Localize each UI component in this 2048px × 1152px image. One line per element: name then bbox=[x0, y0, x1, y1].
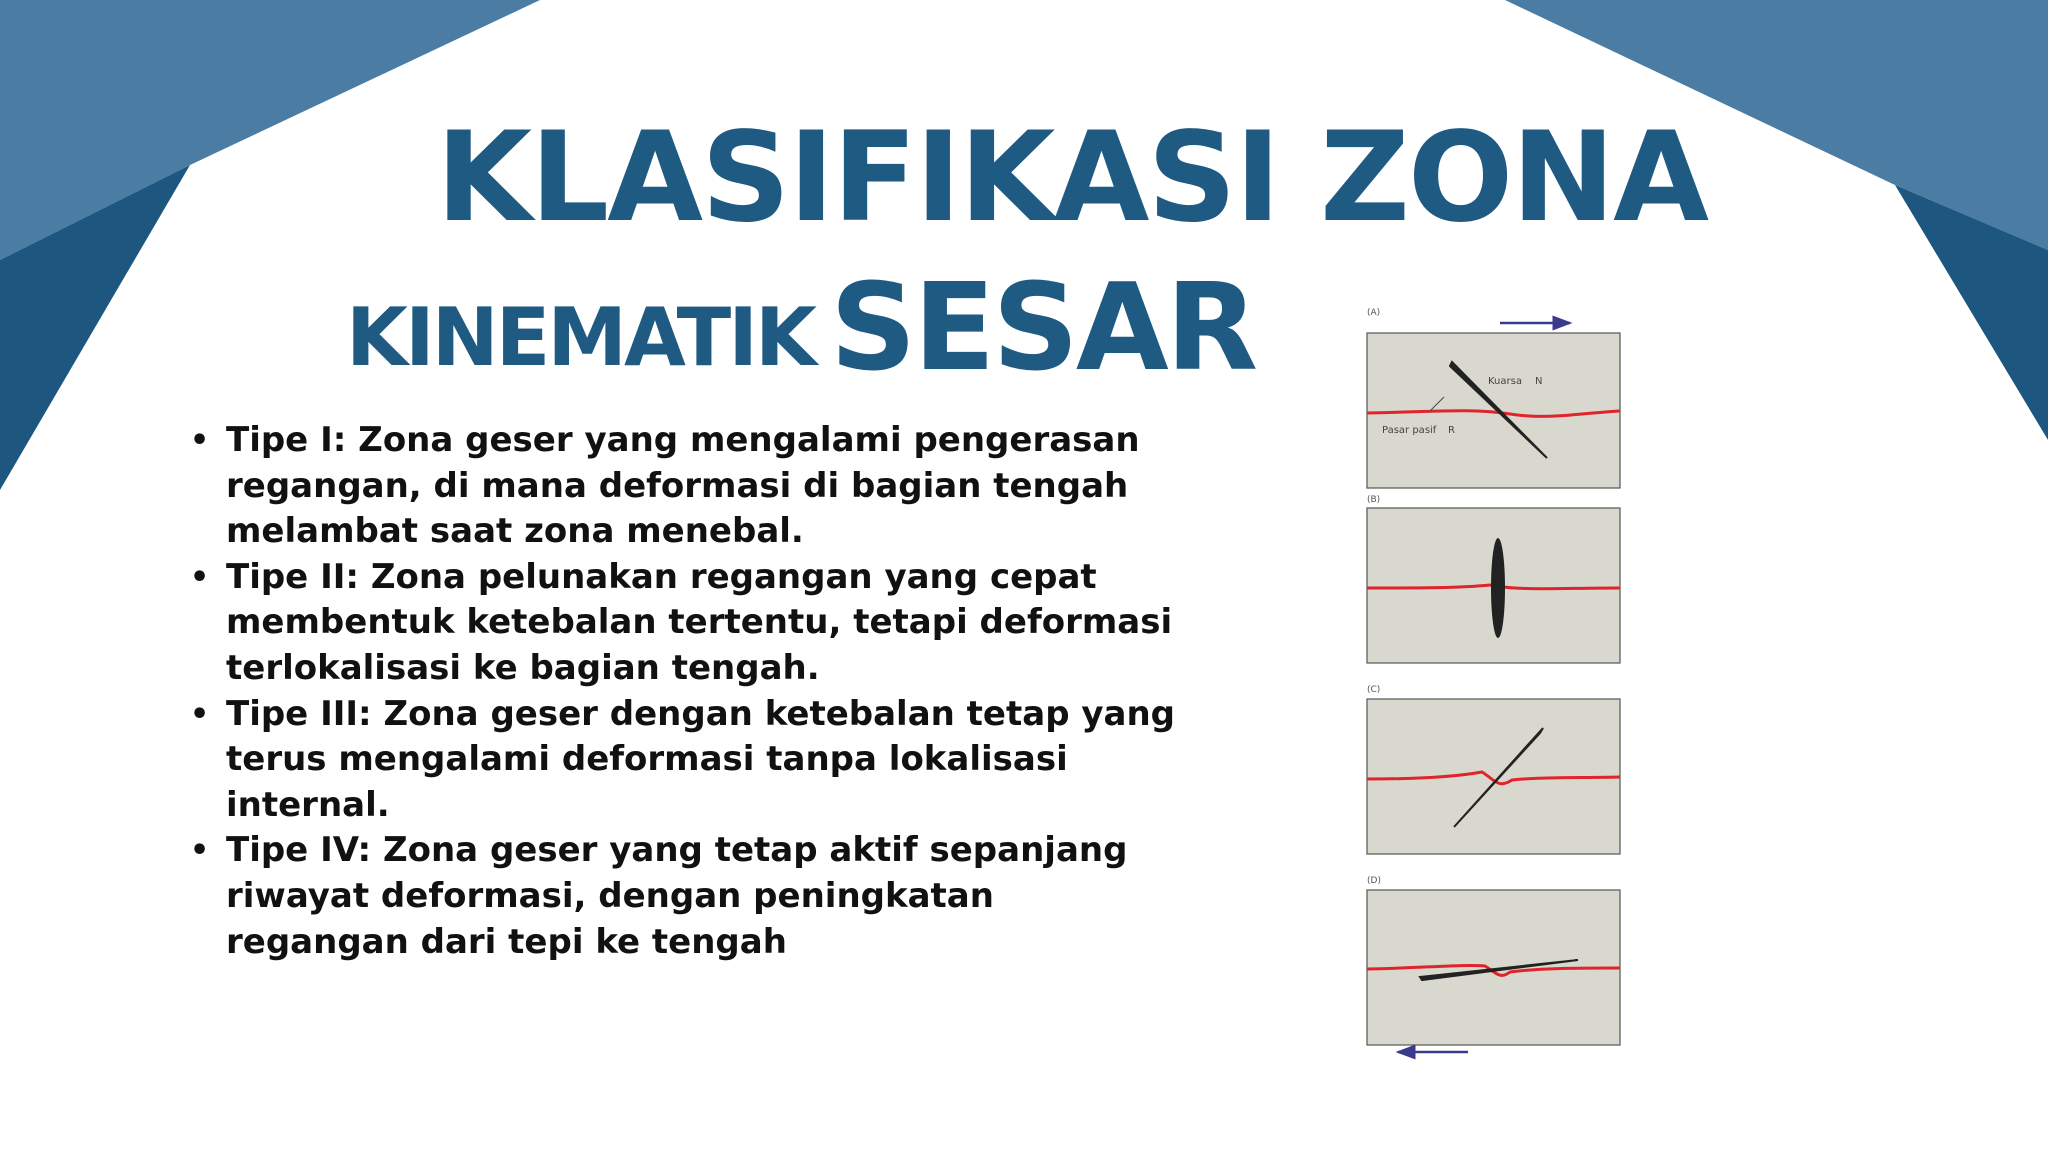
bullet-item-tipe-4 bbox=[188, 828, 1198, 965]
bullet-list bbox=[188, 418, 1198, 965]
bullet-line: terlokalisasi ke bagian tengah. bbox=[226, 647, 820, 688]
panel-d bbox=[1367, 890, 1620, 1045]
bullet-dot-icon: • bbox=[190, 559, 210, 595]
bullet-line: internal. bbox=[226, 784, 390, 825]
bullet-line: Tipe II: Zona pelunakan regangan yang cepat bbox=[226, 556, 1097, 597]
bullet-line: melambat saat zona menebal. bbox=[226, 511, 804, 552]
label-kuarsa: Kuarsa bbox=[1488, 376, 1522, 387]
panel-b-porphyroclast bbox=[1491, 538, 1505, 638]
label-n: N bbox=[1535, 376, 1543, 387]
bullet-line: Tipe III: Zona geser dengan ketebalan tetap yang bbox=[226, 693, 1176, 734]
bullet-line: Tipe I: Zona geser yang mengalami pengerasan bbox=[226, 420, 1140, 460]
title-line-3: SESAR bbox=[830, 259, 1256, 398]
bullet-dot-icon: • bbox=[190, 696, 210, 732]
shear-zone-figure bbox=[1350, 300, 1640, 1070]
bullet-line: riwayat deformasi, dengan peningkatan bbox=[226, 875, 994, 916]
bullet-dot-icon: • bbox=[190, 833, 210, 869]
panel-label-b: (B) bbox=[1367, 495, 1381, 505]
panel-label-c: (C) bbox=[1367, 685, 1381, 695]
bullet-line: regangan, di mana deformasi di bagian tengah bbox=[226, 465, 1129, 506]
panel-b bbox=[1367, 508, 1620, 663]
bullet-line: membentuk ketebalan tertentu, tetapi deformasi bbox=[226, 602, 1173, 643]
panel-label-a: (A) bbox=[1367, 308, 1381, 318]
panel-a-frame bbox=[1367, 333, 1620, 488]
bullet-line: Tipe IV: Zona geser yang tetap aktif sepanjang bbox=[226, 830, 1128, 871]
title-line-1: KLASIFIKASI ZONA bbox=[436, 106, 1708, 250]
bullet-item-tipe-2 bbox=[188, 555, 1198, 692]
label-pasar-pasif: Pasar pasif bbox=[1382, 425, 1437, 436]
title-line-2: KINEMATIK bbox=[346, 291, 814, 384]
bullet-line: regangan dari tepi ke tengah bbox=[226, 921, 787, 962]
bullet-item-tipe-1 bbox=[188, 418, 1198, 555]
panel-label-d: (D) bbox=[1367, 876, 1381, 886]
bullet-item-tipe-3 bbox=[188, 692, 1198, 829]
panel-a bbox=[1367, 333, 1620, 488]
bullet-dot-icon: • bbox=[190, 423, 210, 458]
label-r: R bbox=[1448, 425, 1455, 436]
panel-c bbox=[1367, 699, 1620, 854]
bullet-line: terus mengalami deformasi tanpa lokalisasi bbox=[226, 739, 1068, 780]
